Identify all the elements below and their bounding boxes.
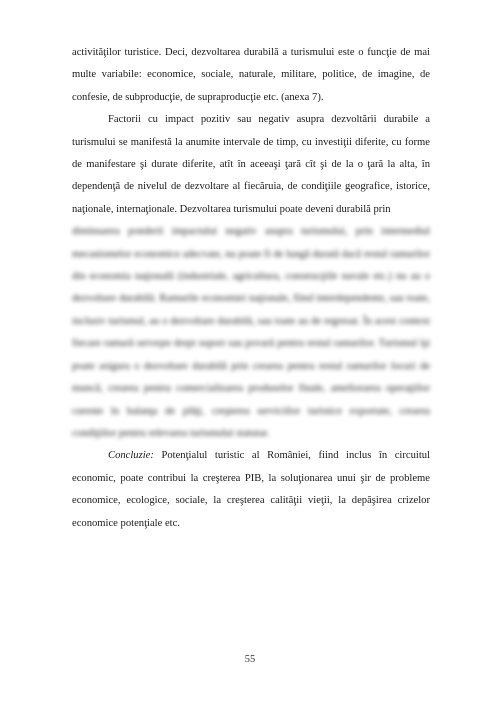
page-number: 55 xyxy=(244,654,256,665)
paragraph-continuation: activităţilor turistice. Deci, dezvoltarea durabilă a turismului este o funcţie de mai multe variabile: economice, sociale, naturale, militare, politice, de imagine, de confesie, de subproducţie, de supraproducţie etc. (anexa 7). xyxy=(72,47,430,103)
paragraph-blurred: diminuarea ponderii impactului negativ asupra turismului, prin intermediul mecanismelor economice adecvate, nu poate fi de lungă durată dacă restul ramurilor din economia naţională (industriale, agricultura, construcţiile navale etc.) nu au o dezvoltare durabilă. Ramurile economiei naţionale, fiind interdependente, sau toate, inclusiv turismul, au o dezvoltare durabilă, sau toate au de regresat. În acest context fiecare ramură serveşte drept suport sau povară pentru restul ramurilor. Turismul îşi poate asigura o dezvoltare durabilă prin crearea pentru restul ramurilor locuri de muncă, crearea pentru comercializarea produselor finale, ameliorarea operaţiilor curente în balanţa de plăţi, creşterea serviciilor turistice exportate, crearea condiţiilor pentru relevarea turismului statutar. xyxy=(72,226,430,439)
page-body xyxy=(72,42,430,535)
conclusion-label: Concluzie: xyxy=(108,450,154,462)
paragraph-conclusion xyxy=(72,445,430,535)
conclusion-text: Potenţialul turistic al României, fiind inclus în circuitul economic, poate contribui la creşterea PIB, la soluţionarea unui şir de probleme economice, ecologice, sociale, la creşterea calităţii vieţii, la depăşirea crizelor economice potenţiale etc. xyxy=(72,450,430,529)
paragraph-factors: Factorii cu impact pozitiv sau negativ asupra dezvoltării durabile a turismului se manifestă la anumite intervale de timp, cu investiţii diferite, cu forme de manifestare şi durate diferite, atît în aceeaşi ţară cît şi de la o ţară la alta, în dependenţă de nivelul de dezvoltare al fiecăruia, de condiţiile geografice, istorice, naţionale, internaţionale. Dezvoltarea turismului poate deveni durabilă prin xyxy=(72,114,430,215)
